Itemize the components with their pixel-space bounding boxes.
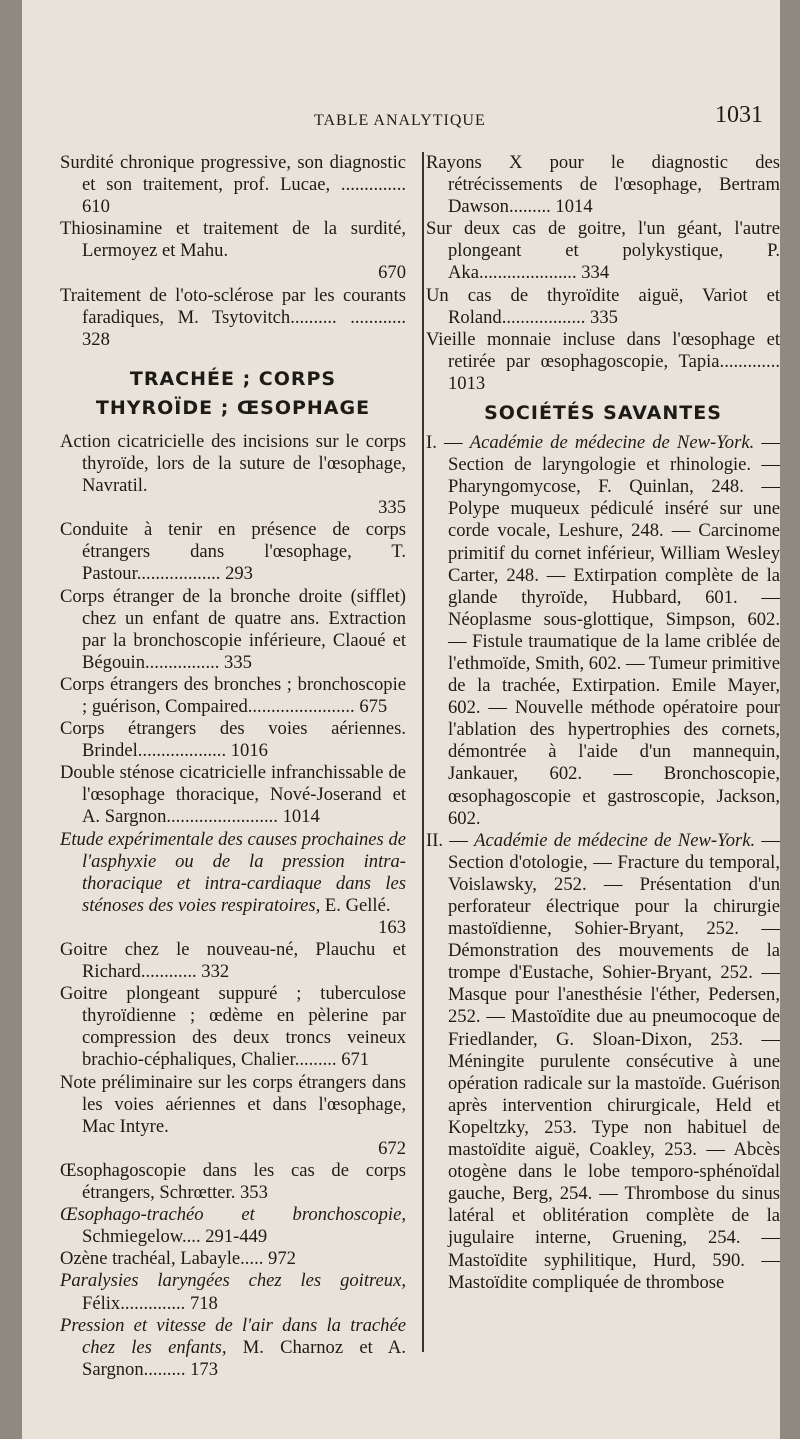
right-column [426,152,780,1294]
section-heading-line-1: TRACHÉE ; CORPS [129,367,337,390]
section-heading-trachee [60,365,406,423]
society-1-prefix: I. — [426,432,470,454]
entry-text: Vieille monnaie incluse dans l'œsophage et retirée par œsophagoscopie, Tapia............. 1013 [426,328,780,394]
entry-page-ref: 670 [378,262,406,284]
index-entry [426,329,780,395]
book-page [22,0,780,1439]
running-head [22,98,780,138]
entry-text: Corps étranger de la bronche droite (sifflet) chez un enfant de quatre ans. Extraction par la bronchoscopie inférieure, Claoué et Bégouin................ 335 [60,585,406,673]
society-1-text: — Section de laryngologie et rhinologie. — Pharyngomycose, F. Quinlan, 248. — Polype muqueux pédiculé inséré sur une corde vocale, Leshure, 248. — Carcinome primitif du cornet inférieur, William Wesley Carter, 248. — Extirpation complète de la glande thyroïde, Hubbard, 601. — Néoplasme sous-glottique, Simpson, 602. — Fistule traumatique de la lame criblée de l'ethmoïde, Smith, 602. — Tumeur primitive de la trachée, Extirpation. Emile Mayer, 602. — Nouvelle méthode opératoire pour l'ablation des hypertrophies des cornets, démontrée à l'aide d'un mannequin, Jankauer, 602. — Bronchoscopie, œsophagoscopie et gastroscopie, Jackson, 602. [448,432,780,829]
running-head-title: TABLE ANALYTIQUE [314,112,486,129]
index-entry [60,674,406,718]
entry-italic-title: Etude expérimentale des causes prochaines de l'asphyxie ou de la pression intra-thoracique et intra-cardiaque dans les sténoses des voies respiratoires, [60,828,406,916]
entry-text: Double sténose cicatricielle infranchissable de l'œsophage thoracique, Nové-Joserand et A. Sargnon........................ 1014 [60,762,406,828]
entry-page-ref: 163 [378,916,406,938]
index-entry [426,152,780,218]
entry-text: Sur deux cas de goitre, l'un géant, l'autre plongeant et polykystique, P. Aka..................... 334 [426,218,780,284]
index-entry [60,218,406,262]
section-heading-line-2: THYROÏDE ; ŒSOPHAGE [95,396,371,419]
entry-text: Traitement de l'oto-sclérose par les courants faradiques, M. Tsytovitch.......... ............ 328 [60,284,406,350]
society-2-text: — Section d'otologie, — Fracture du temporal, Voislawsky, 252. — Présentation d'un perforateur électrique pour la chirurgie mastoïdienne, Sohier-Bryant, 252. — Démonstration des mouvements de la trompe d'Eustache, Sohier-Bryant, 252. — Masque pour l'anesthésie l'éther, Pedersen, 252. — Mastoïdite due au pneumocoque de Friedlander, G. Sloan-Dixon, 253. — Méningite purulente consécutive à une opération radicale sur la mastoïde. Guérison après intervention chirurgicale, Held et Kopeltzky, 253. Type non habituel de mastoïdite aiguë, Coakley, 253. — Abcès otogène dans le lobe temporo-sphénoïdal gauche, Berg, 254. — Thrombose du sinus latéral et oblitération complète de la jugulaire interne, Gruening, 254. — Mastoïdite syphilitique, Hurd, 590. — Mastoïdite compliquée de thrombose [448,829,780,1293]
entry-text: Action cicatricielle des incisions sur le corps thyroïde, lors de la suture de l'œsophage, Navratil. [60,430,406,497]
column-rule [422,152,424,1352]
index-entry [60,1072,406,1138]
society-entry-1 [426,432,780,830]
entry-text: Conduite à tenir en présence de corps étrangers dans l'œsophage, T. Pastour.................. 293 [60,519,406,585]
index-entry [60,939,406,983]
entry-text: Note préliminaire sur les corps étrangers dans les voies aériennes et dans l'œsophage, Mac Intyre. [60,1071,406,1137]
society-1-title: Académie de médecine de New-York. [469,432,755,454]
entry-text: Œsophagoscopie dans les cas de corps étrangers, Schrœtter. 353 [60,1159,406,1204]
entry-italic-title: Paralysies laryngées chez les goitreux, [60,1270,406,1292]
entry-text: Goitre chez le nouveau-né, Plauchu et Richard............ 332 [60,939,406,983]
index-entry [60,829,406,917]
entry-text: E. Gellé. [320,894,391,916]
society-2-prefix: II. — [426,829,475,851]
entry-text: Corps étrangers des bronches ; bronchoscopie ; guérison, Compaired....................... 675 [60,673,406,717]
entry-text: Schmiegelow.... 291-449 [82,1226,268,1248]
index-entry [60,1315,406,1381]
page-number: 1031 [715,102,763,128]
entry-text: M. Charnoz et A. Sargnon......... 173 [82,1336,407,1380]
index-entry [60,1248,406,1270]
index-entry [60,431,406,497]
entry-page-ref: 672 [378,1137,406,1159]
index-entry [60,1270,406,1314]
index-entry [60,718,406,762]
index-entry [60,983,406,1071]
entry-italic-title: Œsophago-trachéo et bronchoscopie, [60,1204,406,1226]
society-2-title: Académie de médecine de New-York. [474,829,756,851]
index-entry [60,1204,406,1248]
entry-text: Corps étrangers des voies aériennes. Brindel................... 1016 [60,718,406,762]
society-entry-2 [426,830,780,1294]
left-top-entries [60,152,406,351]
section-heading-societes: SOCIÉTÉS SAVANTES [484,402,722,425]
index-entry [60,285,406,351]
left-entries [60,431,406,1381]
index-entry [426,285,780,329]
entry-text: Félix.............. 718 [82,1292,218,1314]
index-entry [426,218,780,284]
entry-text: Ozène trachéal, Labayle..... 972 [60,1248,296,1270]
entry-text: Un cas de thyroïdite aiguë, Variot et Roland.................. 335 [426,284,780,328]
entry-text: Surdité chronique progressive, son diagnostic et son traitement, prof. Lucae, .............. 610 [60,152,406,218]
entry-text: Goitre plongeant suppuré ; tuberculose thyroïdienne ; œdème en pèlerine par compression des deux troncs veineux brachio-céphaliques, Chalier......... 671 [60,983,406,1071]
left-column [60,152,406,1381]
index-entry [60,152,406,218]
index-entry [60,519,406,585]
index-entry [60,762,406,828]
entry-text: Thiosinamine et traitement de la surdité, Lermoyez et Mahu. [60,218,406,262]
entry-text: Rayons X pour le diagnostic des rétrécissements de l'œsophage, Bertram Dawson......... 1014 [426,152,780,218]
index-entry [60,586,406,674]
entry-italic-title: Pression et vitesse de l'air dans la trachée chez les enfants, [60,1314,406,1358]
entry-page-ref: 335 [378,497,406,519]
index-entry [60,1160,406,1204]
right-top-entries [426,152,780,395]
